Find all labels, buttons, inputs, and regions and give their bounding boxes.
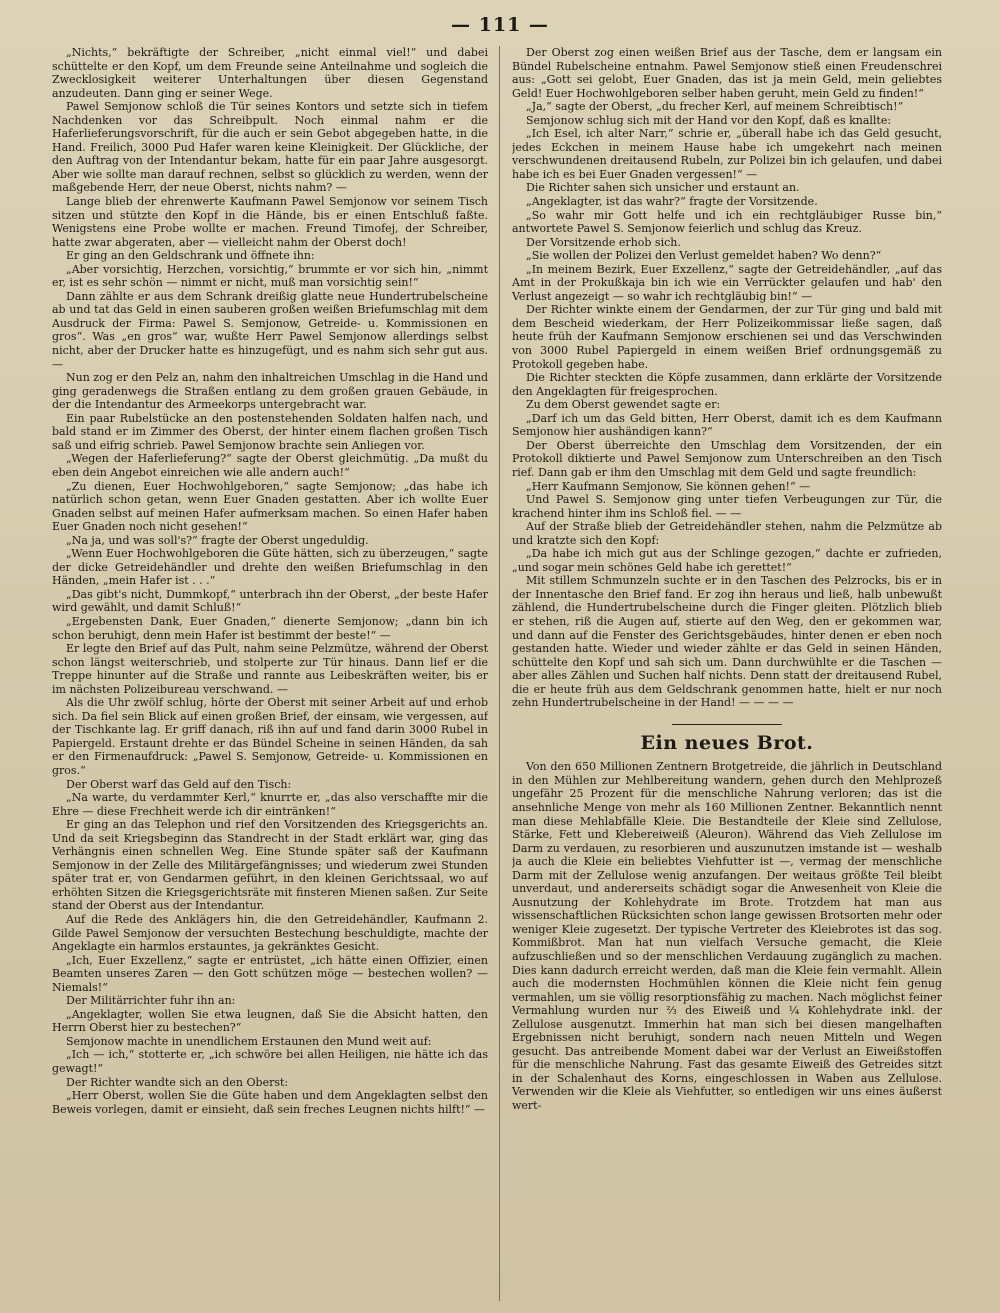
paragraph: „Na ja, und was soll's?“ fragte der Oberst ungeduldig. xyxy=(66,533,369,547)
paragraph: „Ja,“ sagte der Oberst, „du frecher Kerl, auf meinem Schreibtisch!“ xyxy=(526,100,904,114)
paragraph: „Nichts,“ bekräftigte der Schreiber, „nicht einmal viel!“ und dabei schüttelte er den Kopf, um dem Freunde seine Anteilnahme und sogleich die Zwecklosigkeit weiterer Unterhaltungen über diesen Gegenstand anzudeuten. Dann ging er seiner Wege. xyxy=(52,46,488,100)
paragraph: Von den 650 Millionen Zentnern Brotgetreide, die jährlich in Deutschland in den Mühlen zur Mehlbereitung wandern, gehen durch den Mehlprozeß ungefähr 25 Prozent für die menschliche Nahrung verloren; das ist die ansehnliche Menge von mehr als 160 Millionen Zentner. Bekanntlich nennt man diese Mehlabfälle Kleie. Die Bestandteile der Kleie sind Zellulose, Stärke, Fett und Klebereiweiß (Aleuron). Während das Vieh Zellulose im Darm zu verdauen, zu resorbieren und auszunutzen imstande ist — weshalb ja auch die Kleie ein beliebtes Viehfutter ist —, vermag der menschliche Darm mit der Zellulose wenig anzufangen. Der weitaus größte Teil bleibt unverdaut, und andererseits schädigt sogar die Anwesenheit von Kleie die Ausnutzung der Kohlehydrate im Brote. Trotzdem hat man aus wissenschaftlichen Rücksichten schon lange gewissen Brotsorten mehr oder weniger Kleie zugesetzt. Der typische Vertreter des Kleiebrotes ist das sog. Kommißbrot. Man hat nun vielfach Versuche gemacht, die Kleie aufzuschließen und so der menschlichen Verdauung zugänglich zu machen. Dies kann dadurch erreicht werden, daß man die Kleie fein vermahlt. Allein auch die modernsten Hochmühlen können die Kleie nicht fein genug vermahlen, um sie völlig resorptionsfähig zu machen. Nach möglichst feiner Vermahlung wurden nur ⅔ des Eiweiß und ¼ Kohlehydrate inkl. der Zellulose ausgenutzt. Immerhin hat man sich bei diesen mangelhaften Ergebnissen nicht beruhigt, sondern nach neuen Mitteln und Wegen gesucht. Das antreibende Moment dabei war der Verlust an Eiweißstoffen für die menschliche Nahrung. Fast das gesamte Eiweiß des Getreides sitzt in der Schalenhaut des Korns, eingeschlossen in Waben aus Zellulose. Verwenden wir die Kleie als Viehfutter, so entledigen wir uns eines äußerst wert- xyxy=(512,760,942,1113)
paragraph: „Darf ich um das Geld bitten, Herr Oberst, damit ich es dem Kaufmann Semjonow hier aushändigen kann?“ xyxy=(512,411,942,439)
paragraph: Der Oberst zog einen weißen Brief aus der Tasche, dem er langsam ein Bündel Rubelscheine entnahm. Pawel Semjonow stieß einen Freudenschrei aus: „Gott sei gelobt, Euer Gnaden, das ist ja mein Geld, mein geliebtes Geld! Euer Hochwohlgeboren selber haben geruht, mein Geld zu finden!“ xyxy=(512,46,942,100)
paragraph: „In meinem Bezirk, Euer Exzellenz,“ sagte der Getreidehändler, „auf das Amt in der Prokußkaja bin ich wie ein Verrückter gelaufen und hab' den Verlust angezeigt — so wahr ich rechtgläubig bin!“ — xyxy=(512,262,942,303)
paragraph: „Wenn Euer Hochwohlgeboren die Güte hätten, sich zu überzeugen,“ sagte der dicke Getreidehändler und drehte den weißen Briefumschlag in den Händen, „mein Hafer ist . . .“ xyxy=(52,547,488,588)
paragraph: „Angeklagter, ist das wahr?“ fragte der Vorsitzende. xyxy=(526,195,818,209)
paragraph: Die Richter sahen sich unsicher und erstaunt an. xyxy=(526,181,800,195)
paragraph: „Herr Kaufmann Semjonow, Sie können gehen!“ — xyxy=(526,479,811,493)
article-body xyxy=(512,760,942,1112)
paragraph: Er ging an das Telephon und rief den Vorsitzenden des Kriegsgerichts an. Und da seit Kriegsbeginn das Standrecht in der Stadt erklärt war, ging das Verhängnis einen schnellen Weg. Eine Stunde später saß der Kaufmann Semjonow in der Zelle des Militärgefängnisses; und wiederum zwei Stunden später trat er, von Gendarmen geführt, in den kleinen Gerichtssaal, wo auf erhöhten Sitzen die Kriegsgerichtsräte mit finsteren Mienen saßen. Zur Seite stand der Oberst aus der Intendantur. xyxy=(52,818,488,913)
column-divider xyxy=(499,46,500,1301)
paragraph: Die Richter steckten die Köpfe zusammen, dann erklärte der Vorsitzende den Angeklagten für freigesprochen. xyxy=(512,371,942,398)
paragraph: „So wahr mir Gott helfe und ich ein rechtgläubiger Russe bin,“ antwortete Pawel S. Semjonow feierlich und schlug das Kreuz. xyxy=(512,208,942,236)
paragraph: „Wegen der Haferlieferung?“ sagte der Oberst gleichmütig. „Da mußt du eben dein Angebot einreichen wie alle andern auch!“ xyxy=(52,452,488,479)
paragraph: Der Militärrichter fuhr ihn an: xyxy=(66,994,236,1008)
section-separator xyxy=(672,724,782,725)
paragraph: Als die Uhr zwölf schlug, hörte der Oberst mit seiner Arbeit auf und erhob sich. Da fiel sein Blick auf einen großen Brief, der einsam, wie vergessen, auf der Tischkante lag. Er griff danach, riß ihn auf und fand darin 3000 Rubel in Papiergeld. Erstaunt drehte er das Bündel Scheine in seinen Händen, da sah er den Firmenaufdruck: „Pawel S. Semjonow, Getreide- u. Kommissionen en gros.“ xyxy=(52,696,488,777)
paragraph: Er ging an den Geldschrank und öffnete ihn: xyxy=(66,249,315,263)
paragraph: „Ich — ich,“ stotterte er, „ich schwöre bei allen Heiligen, nie hätte ich das gewagt!“ xyxy=(52,1048,488,1076)
paragraph: „Das gibt's nicht, Dummkopf,“ unterbrach ihn der Oberst, „der beste Hafer wird gewählt, und damit Schluß!“ xyxy=(52,587,488,615)
paragraph: „Zu dienen, Euer Hochwohlgeboren,“ sagte Semjonow; „das habe ich natürlich schon getan, wenn Euer Gnaden gestatten. Aber ich wollte Euer Gnaden selbst auf meinen Hafer aufmerksam machen. So einen Hafer haben Euer Gnaden noch nicht gesehen!“ xyxy=(52,479,488,534)
paragraph: „Da habe ich mich gut aus der Schlinge gezogen,“ dachte er zufrieden, „und sogar mein schönes Geld habe ich gerettet!“ xyxy=(512,547,942,574)
paragraph: „Ich Esel, ich alter Narr,“ schrie er, „überall habe ich das Geld gesucht, jedes Eckchen in meinem Hause habe ich umgekehrt nach meinen verschwundenen dreitausend Rubeln, zur Polizei bin ich gelaufen, und dabei habe ich es bei Euer Gnaden vergessen!“ — xyxy=(512,127,942,181)
paragraph: „Angeklagter, wollen Sie etwa leugnen, daß Sie die Absicht hatten, den Herrn Oberst hier zu bestechen?“ xyxy=(52,1007,488,1035)
paragraph: Der Oberst überreichte den Umschlag dem Vorsitzenden, der ein Protokoll diktierte und Pawel Semjonow zum Unterschreiben an den Tisch rief. Dann gab er ihm den Umschlag mit dem Geld und sagte freundlich: xyxy=(512,438,942,479)
paragraph: „Aber vorsichtig, Herzchen, vorsichtig,“ brummte er vor sich hin, „nimmt er, ist es sehr schön — nimmt er nicht, muß man vorsichtig sein!“ xyxy=(52,262,488,290)
paragraph: Der Richter winkte einem der Gendarmen, der zur Tür ging und bald mit dem Bescheid wiederkam, der Herr Polizeikommissar ließe sagen, daß heute früh der Kaufmann Semjonow erschienen sei und das Verschwinden von 3000 Rubel Papiergeld in einem weißen Brief ordnungsgemäß zu Protokoll gegeben habe. xyxy=(512,303,942,371)
paragraph: „Na warte, du verdammter Kerl,“ knurrte er, „das also verschaffte mir die Ehre — diese Frechheit werde ich dir eintränken!“ xyxy=(52,791,488,818)
story-continuation xyxy=(512,46,942,710)
paragraph: Mit stillem Schmunzeln suchte er in den Taschen des Pelzrocks, bis er in der Innentasche den Brief fand. Er zog ihn heraus und ließ, halb unbewußt zählend, die Hundertrubelscheine durch die Finger gleiten. Plötzlich blieb er stehen, riß die Augen auf, stierte auf den Weg, den er gekommen war, und dann auf die Fenster des Gerichtsgebäudes, hinter denen er eben noch gestanden hatte. Wieder und wieder zählte er das Geld in seinen Händen, schüttelte den Kopf und sah sich um. Dann durchwühlte er die Taschen — aber alles Zählen und Suchen half nichts. Denn statt der dreitausend Rubel, die er heute früh aus dem Geldschrank genommen hatte, hielt er nur noch zehn Hundertrubelscheine in der Hand! — — — — xyxy=(512,574,942,710)
paragraph: Der Richter wandte sich an den Oberst: xyxy=(66,1075,289,1089)
paragraph: Auf der Straße blieb der Getreidehändler stehen, nahm die Pelzmütze ab und kratzte sich den Kopf: xyxy=(512,520,942,547)
right-column xyxy=(512,46,942,1301)
paragraph: Der Oberst warf das Geld auf den Tisch: xyxy=(66,777,292,791)
article-title: Ein neues Brot. xyxy=(640,731,814,754)
paragraph: „Ergebensten Dank, Euer Gnaden,“ dienerte Semjonow; „dann bin ich schon beruhigt, denn mein Hafer ist bestimmt der beste!“ — xyxy=(52,614,488,642)
paragraph: Nun zog er den Pelz an, nahm den inhaltreichen Umschlag in die Hand und ging geradenwegs die Straßen entlang zu dem großen grauen Gebäude, in der die Intendantur des Armeekorps untergebracht war. xyxy=(52,371,488,412)
page-number: — 111 — xyxy=(451,14,549,36)
paragraph: Semjonow schlug sich mit der Hand vor den Kopf, daß es knallte: xyxy=(526,113,892,127)
paragraph: „Sie wollen der Polizei den Verlust gemeldet haben? Wo denn?“ xyxy=(526,249,882,263)
paragraph: Pawel Semjonow schloß die Tür seines Kontors und setzte sich in tiefem Nachdenken vor das Schreibpult. Noch einmal nahm er die Haferlieferungsvorschrift, für die auch er sein Gebot abgegeben hatte, in die Hand. Freilich, 3000 Pud Hafer waren keine Kleinigkeit. Der Glückliche, der den Auftrag von der Intendantur bekam, hatte für ein paar Jahre ausgesorgt. Aber wie sollte man darauf rechnen, selbst so glücklich zu werden, wenn der maßgebende Herr, der neue Oberst, nichts nahm? — xyxy=(52,100,488,195)
paragraph: „Herr Oberst, wollen Sie die Güte haben und dem Angeklagten selbst den Beweis vorlegen, damit er einsieht, daß sein freches Leugnen nichts hilft!“ — xyxy=(52,1089,488,1116)
paragraph: Lange blieb der ehrenwerte Kaufmann Pawel Semjonow vor seinem Tisch sitzen und stützte den Kopf in die Hände, bis er einen Entschluß faßte. Wenigstens eine Probe wollte er machen. Freund Timofej, der Schreiber, hatte zwar abgeraten, aber — vielleicht nahm der Oberst doch! xyxy=(52,195,488,249)
paragraph: Er legte den Brief auf das Pult, nahm seine Pelzmütze, während der Oberst schon längst weiterschrieb, und stolperte zur Tür hinaus. Dann lief er die Treppe hinunter auf die Straße und rannte aus Leibeskräften weiter, bis er im nächsten Polizeibureau verschwand. — xyxy=(52,642,488,696)
paragraph: Dann zählte er aus dem Schrank dreißig glatte neue Hundertrubelscheine ab und tat das Geld in einen sauberen großen weißen Briefumschlag mit dem Ausdruck der Firma: Pawel S. Semjonow, Getreide- u. Kommissionen en gros“. Was „en gros“ war, wußte Herr Pawel Semjonow allerdings selbst nicht, aber der Drucker hatte es hinzugefügt, und es nahm sich sehr gut aus. — xyxy=(52,289,488,371)
paragraph: „Ich, Euer Exzellenz,“ sagte er entrüstet, „ich hätte einen Offizier, einen Beamten unseres Zaren — den Gott schützen möge — bestechen wollen? — Niemals!“ xyxy=(52,953,488,994)
paragraph: Und Pawel S. Semjonow ging unter tiefen Verbeugungen zur Tür, die krachend hinter ihm ins Schloß fiel. — — xyxy=(512,493,942,520)
paragraph: Auf die Rede des Anklägers hin, die den Getreidehändler, Kaufmann 2. Gilde Pawel Semjonow der versuchten Bestechung beschuldigte, machte der Angeklagte ein harmlos erstauntes, ja gekränktes Gesicht. xyxy=(52,913,488,954)
left-column xyxy=(52,46,488,1301)
paragraph: Semjonow machte in unendlichem Erstaunen den Mund weit auf: xyxy=(66,1034,432,1048)
paragraph: Zu dem Oberst gewendet sagte er: xyxy=(526,398,721,412)
paragraph: Der Vorsitzende erhob sich. xyxy=(526,235,681,249)
paragraph: Ein paar Rubelstücke an den postenstehenden Soldaten halfen nach, und bald stand er im Zimmer des Oberst, der hinter einem flachen großen Tisch saß und eifrig schrieb. Pawel Semjonow brachte sein Anliegen vor. xyxy=(52,411,488,452)
